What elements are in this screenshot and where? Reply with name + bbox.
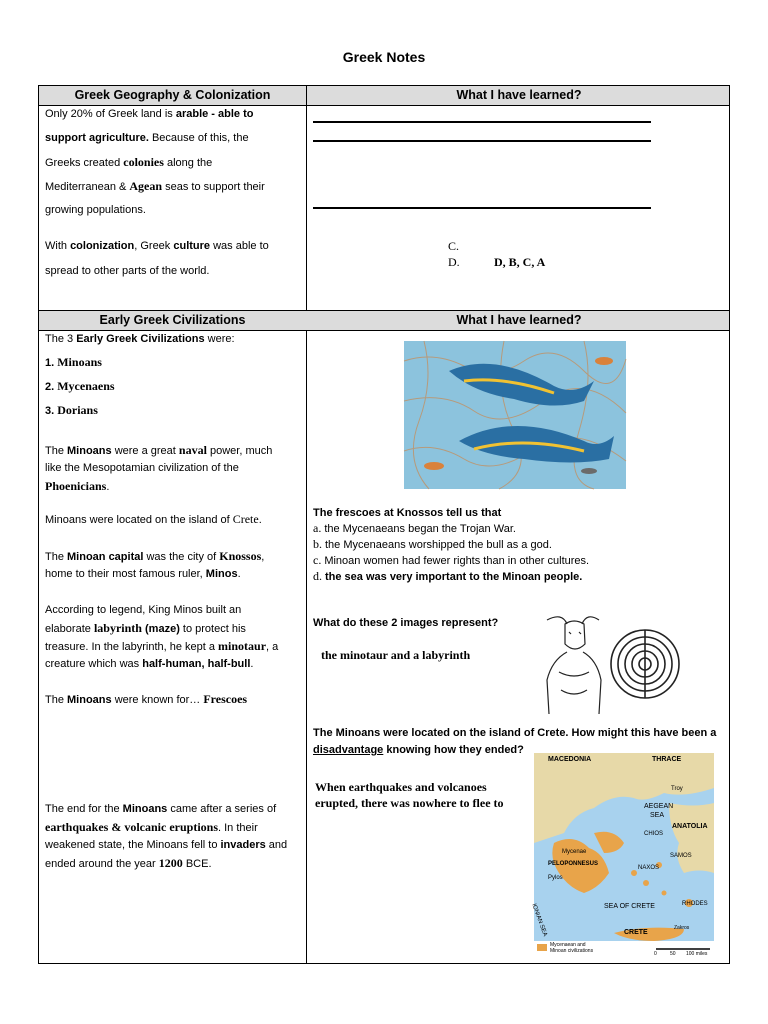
map-label-anatolia: ANATOLIA [672,823,708,830]
text-segment: Only 20% of Greek land is [45,108,176,120]
civilization-name: Minoans [57,355,102,369]
text-line [45,550,264,564]
section2-header [39,311,729,331]
answer-d-label: D. [448,255,460,269]
text-segment: Minoans [67,445,112,457]
text-line [45,857,212,871]
map-scale-50: 50 [670,951,676,957]
text-segment: colonization [70,240,135,252]
minotaur-labyrinth-image [537,610,683,714]
map-legend-line1: Mycenaean and [550,942,586,948]
map-label-naxos: NAXOS [638,865,660,871]
option-letter: a. [313,521,325,535]
text-segment: BCE. [182,858,212,870]
map-label-sea-of-crete: SEA OF CRETE [604,903,655,910]
text-segment: The [45,694,68,706]
column-divider [306,86,307,963]
civilization-item [45,404,98,418]
text-segment: . [258,514,262,526]
text-line [45,108,253,121]
notes-table [38,85,730,964]
map-label-zakros: Zakros [674,925,690,931]
text-segment: support agriculture. [45,132,149,144]
text-segment: labyrinth [93,621,142,635]
text-segment: . In their [218,822,258,834]
text-segment: Minoans were located on the island of [45,514,233,526]
option-text: the Mycenaeans worshipped the bull as a god. [325,539,552,551]
section1-header [39,86,729,106]
text-line [45,821,258,835]
text-segment: was the city of [143,551,220,563]
text-line [45,640,278,654]
map-label-samos: SAMOS [670,853,692,859]
text-segment: spread to other parts of the world. [45,265,210,277]
text-line [45,132,249,145]
section2-header-right: What I have learned? [456,313,582,327]
text-segment: Minoans [67,694,112,706]
text-segment: arable - able to [175,108,254,120]
text-segment: The end for the [45,803,123,815]
text-line [45,204,146,217]
option-letter: b. [313,537,325,551]
option-text: the Mycenaeans began the Trojan War. [324,523,516,535]
text-segment: home to their most famous ruler, [45,568,206,580]
map-label-peloponnesus: PELOPONNESUS [548,861,599,867]
map-label-sea: SEA [650,812,665,819]
map-scale-100: 100 miles [686,951,708,957]
text-segment: , [261,551,265,563]
text-segment: Minoan capital [67,551,144,563]
text-segment: 1200 [158,856,183,870]
text-line [45,156,212,170]
text-segment: like the Mesopotamian civilization of the [45,462,239,474]
text-segment: were known for… [111,694,204,706]
civilization-number: 2. [45,381,58,393]
text-segment: . [250,658,254,670]
text-line [45,462,239,475]
text-line [45,265,209,278]
civilization-name: Mycenaens [57,379,115,393]
crete-question-line1: The Minoans were located on the island of Crete. How might this have been a [313,727,717,739]
section2-header-left: Early Greek Civilizations [99,313,246,327]
answer-line-3 [313,207,651,209]
crete-answer-line1: When earthquakes and volcanoes [315,780,487,794]
text-segment: growing populations. [45,204,146,216]
disadvantage-word: disadvantage [313,744,384,756]
text-segment: Because of this, the [148,132,249,144]
text-line [45,803,276,816]
map-label-macedonia: MACEDONIA [548,756,592,763]
civilization-item [45,356,102,370]
text-segment: , Greek [134,240,174,252]
header-divider [306,86,307,106]
civilization-name: Dorians [57,403,98,417]
greece-map-image [530,753,714,958]
text-segment: Frescoes [203,692,248,706]
text-segment: seas to support their [162,181,265,193]
map-label-troy: Troy [671,786,683,792]
text-line [45,180,265,194]
text-segment: came after a series of [167,803,277,815]
text-segment: With [45,240,71,252]
text-segment: Early Greek Civilizations [76,333,205,345]
text-segment: weakened state, the Minoans fell to [45,839,221,851]
text-segment: The 3 [45,333,77,345]
text-segment: were a great [111,445,179,457]
civilization-item [45,380,115,394]
text-segment: along the [163,157,213,169]
known-for-paragraph [45,693,247,707]
text-segment: Phoenicians [45,479,107,493]
text-line [45,568,241,581]
text-segment: treasure. In the labyrinth, he kept a [45,641,219,653]
text-segment: invaders [220,839,266,851]
fresco-option [313,554,589,568]
text-segment: , a [266,641,279,653]
section1-header-left: Greek Geography & Colonization [74,88,271,102]
text-segment: Mediterranean & [45,181,130,193]
crete-question-line2 [313,744,524,757]
fresco-question: The frescoes at Knossos tell us that [313,507,502,519]
text-line [45,622,246,636]
option-letter: c. [313,553,325,567]
section1-header-right: What I have learned? [456,88,582,102]
text-segment: to protect his [179,623,246,635]
map-label-crete: CRETE [624,929,648,936]
text-segment: were: [204,333,235,345]
text-line [45,839,287,852]
map-label-pylos: Pylos [548,875,563,881]
crete-question-rest: knowing how they ended? [383,744,524,756]
answer-line-1 [313,121,651,123]
text-segment: ended around the year [45,858,159,870]
text-segment: minotaur [218,639,267,653]
answer-d-value: D, B, C, A [494,255,546,269]
text-segment: naval [178,443,207,457]
map-legend-line2: Minoan civilizations [550,948,594,954]
map-label-thrace: THRACE [652,756,682,763]
text-segment: Knossos [219,549,262,563]
map-label-chios: CHIOS [644,831,664,837]
text-segment: power, much [206,445,273,457]
text-segment: elaborate [45,623,94,635]
civilization-number: 1. [45,357,58,369]
text-segment: . [237,568,241,580]
text-segment: Minoans [122,803,168,815]
map-scale-0: 0 [654,951,657,957]
civilization-number: 3. [45,405,58,417]
dolphin-fresco-image [404,341,626,489]
text-segment: The [45,551,68,563]
map-label-mycenae: Mycenae [562,849,587,855]
text-line [45,658,253,671]
text-segment: earthquakes & volcanic eruptions [45,820,219,834]
map-label-rhodes: RHODES [682,901,708,907]
text-line [45,604,241,617]
crete-answer-line2: erupted, there was nowhere to flee to [315,796,504,810]
text-segment: Minos [205,568,238,580]
fresco-option [313,570,582,584]
text-segment: Greeks created [45,157,124,169]
text-segment: The [45,445,68,457]
answer-line-2 [313,140,651,142]
text-segment: (maze) [145,623,180,635]
option-text: the sea was very important to the Minoan people. [325,571,583,583]
text-segment: was able to [210,240,269,252]
text-segment: According to legend, King Minos built an [45,604,242,616]
answer-c-label: C. [448,239,460,253]
text-segment: and [265,839,288,851]
text-segment: colonies [123,155,164,169]
text-segment: culture [173,240,211,252]
page-title: Greek Notes [342,49,426,65]
text-segment: . [106,481,110,493]
map-label-ionian: IONIAN SEA [530,903,548,938]
fresco-option [313,538,552,552]
text-line [45,444,272,458]
crete-paragraph [45,513,262,527]
text-segment: Crete [232,512,259,526]
fresco-option [313,522,516,536]
text-segment: Agean [129,179,163,193]
text-segment: creature which was [45,658,143,670]
option-text: Minoan women had fewer rights than in other cultures. [324,555,590,567]
images-question: What do these 2 images represent? [313,617,499,629]
map-label-aegean: AEGEAN [644,803,674,810]
civilizations-intro [45,333,235,346]
option-letter: d. [313,569,325,583]
text-line [45,240,269,253]
images-answer: the minotaur and a labyrinth [321,648,471,662]
text-line [45,480,109,494]
text-segment: half-human, half-bull [142,658,251,670]
